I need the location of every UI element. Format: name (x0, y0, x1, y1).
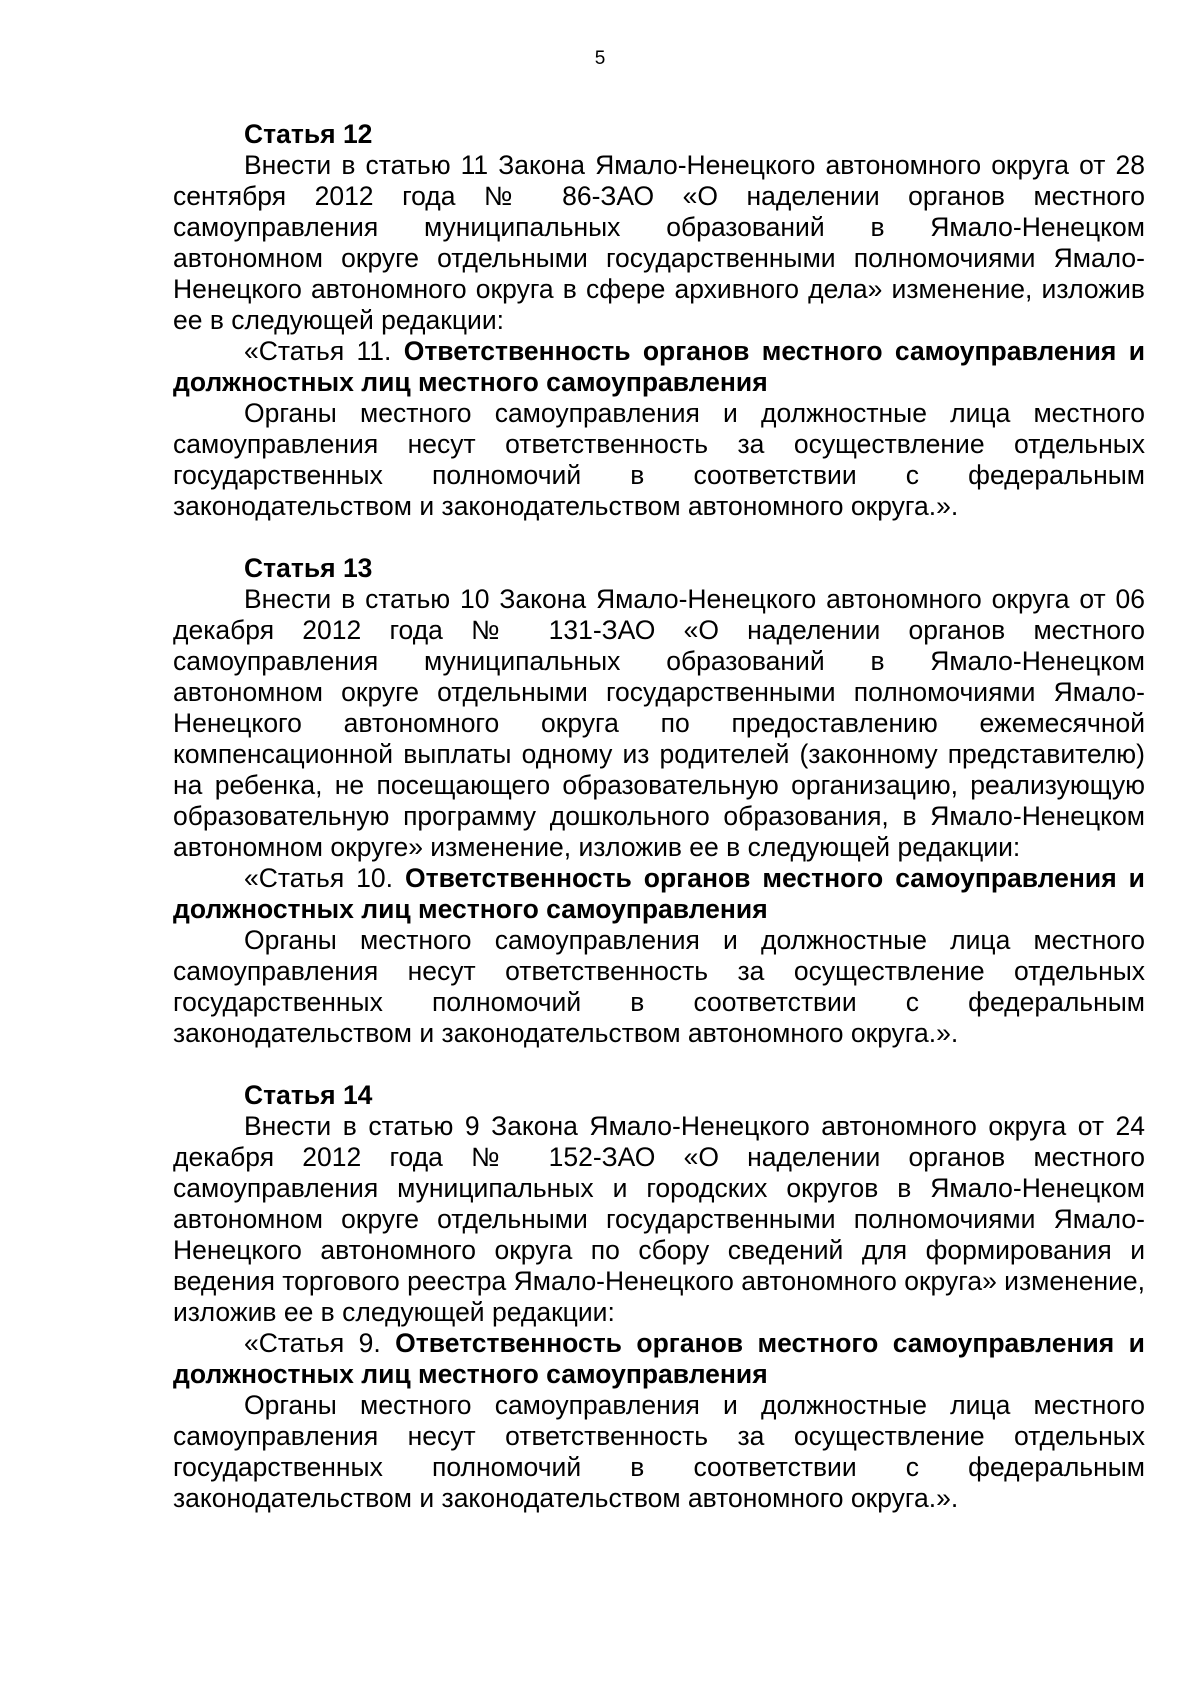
quoted-article-body: Органы местного самоуправления и должностные лица местного самоуправления несут ответственность за осуществление отдельных государственных полномочий в соответствии с федеральным законодательством и законодательством автономного округа.». (173, 398, 1145, 521)
quoted-article-number: «Статья 10. (244, 863, 393, 893)
article-heading: Статья 13 (244, 553, 373, 583)
article-heading: Статья 14 (244, 1080, 373, 1110)
quoted-article-body: Органы местного самоуправления и должностные лица местного самоуправления несут ответственность за осуществление отдельных государственных полномочий в соответствии с федеральным законодательством и законодательством автономного округа.». (173, 1390, 1145, 1513)
quoted-article-heading (173, 1328, 1145, 1390)
amendment-paragraph: Внести в статью 9 Закона Ямало-Ненецкого автономного округа от 24 декабря 2012 года № 152-ЗАО «О наделении органов местного самоуправления муниципальных и городских округов в Ямало-Ненецком автономном округе отдельными государственными полномочиями Ямало-Ненецкого автономного округа по сбору сведений для формирования и ведения торгового реестра Ямало-Ненецкого автономного округа» изменение, изложив ее в следующей редакции: (173, 1111, 1145, 1327)
document-body (173, 119, 1145, 1514)
quoted-article-body: Органы местного самоуправления и должностные лица местного самоуправления несут ответственность за осуществление отдельных государственных полномочий в соответствии с федеральным законодательством и законодательством автономного округа.». (173, 925, 1145, 1048)
article-13 (173, 553, 1145, 1049)
quoted-article-heading (173, 336, 1145, 398)
quoted-article-title: Ответственность органов местного самоуправления и должностных лиц местного самоуправления (173, 336, 1145, 397)
amendment-paragraph: Внести в статью 10 Закона Ямало-Ненецкого автономного округа от 06 декабря 2012 года № 131-ЗАО «О наделении органов местного самоуправления муниципальных образований в Ямало-Ненецком автономном округе отдельными государственными полномочиями Ямало-Ненецкого автономного округа по предоставлению ежемесячной компенсационной выплаты одному из родителей (законному представителю) на ребенка, не посещающего образовательную организацию, реализующую образовательную программу дошкольного образования, в Ямало-Ненецком автономном округе» изменение, изложив ее в следующей редакции: (173, 584, 1145, 862)
page-number: 5 (594, 48, 606, 69)
quoted-article-title: Ответственность органов местного самоуправления и должностных лиц местного самоуправления (173, 863, 1145, 924)
quoted-article-title: Ответственность органов местного самоуправления и должностных лиц местного самоуправления (173, 1328, 1145, 1389)
article-heading: Статья 12 (244, 119, 373, 149)
quoted-article-number: «Статья 9. (244, 1328, 381, 1358)
article-14 (173, 1080, 1145, 1514)
amendment-paragraph: Внести в статью 11 Закона Ямало-Ненецкого автономного округа от 28 сентября 2012 года № 86-ЗАО «О наделении органов местного самоуправления муниципальных образований в Ямало-Ненецком автономном округе отдельными государственными полномочиями Ямало-Ненецкого автономного округа в сфере архивного дела» изменение, изложив ее в следующей редакции: (173, 150, 1145, 335)
article-12 (173, 119, 1145, 522)
quoted-article-number: «Статья 11. (244, 336, 392, 366)
quoted-article-heading (173, 863, 1145, 925)
